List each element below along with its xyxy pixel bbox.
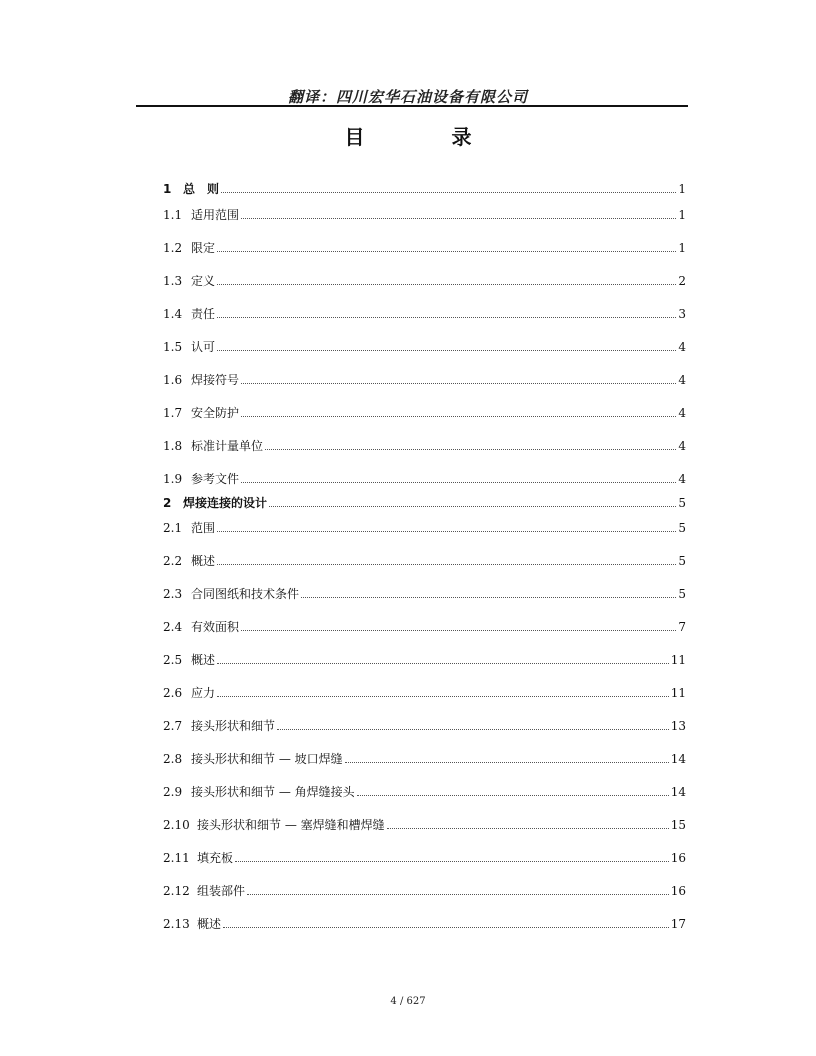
toc-entry-page: 16 xyxy=(670,884,686,898)
toc-entry-title: 定义 xyxy=(191,274,216,288)
dot-leader xyxy=(241,382,676,384)
dot-leader xyxy=(241,629,676,631)
toc-entry-page: 14 xyxy=(670,785,686,799)
dot-leader xyxy=(217,530,676,532)
toc-entry[interactable] xyxy=(163,519,686,535)
toc-entry-title: 参考文件 xyxy=(191,472,240,486)
toc-entry-page: 2 xyxy=(678,274,686,288)
dot-leader xyxy=(217,250,676,252)
toc-entry-page: 5 xyxy=(678,554,686,568)
toc-entry-number: 1.2 xyxy=(163,241,183,255)
dot-leader xyxy=(241,217,676,219)
toc-entry[interactable] xyxy=(163,816,686,832)
toc-entry-number: 2.1 xyxy=(163,521,183,535)
page-number: 4 / 627 xyxy=(390,996,426,1007)
toc-entry[interactable] xyxy=(163,717,686,733)
toc-entry[interactable] xyxy=(163,915,686,931)
toc-entry[interactable] xyxy=(163,272,686,288)
toc-entry-title: 接头形状和细节 xyxy=(191,719,276,733)
dot-leader xyxy=(217,349,676,351)
toc-entry[interactable] xyxy=(163,371,686,387)
toc-entry-page: 1 xyxy=(678,208,686,222)
toc-entry[interactable] xyxy=(163,404,686,420)
toc-entry-number: 2.4 xyxy=(163,620,183,634)
toc-entry-title: 总 则 xyxy=(183,182,220,196)
toc-entry-title: 责任 xyxy=(191,307,216,321)
toc-entry-page: 15 xyxy=(670,818,686,832)
toc-entry-number: 1.1 xyxy=(163,208,183,222)
toc-entry-title: 接头形状和细节 — 坡口焊缝 xyxy=(191,752,343,766)
toc-entry-number: 1.3 xyxy=(163,274,183,288)
toc-entry[interactable] xyxy=(163,180,686,196)
toc-entry-page: 5 xyxy=(678,587,686,601)
toc-entry-title: 组装部件 xyxy=(197,884,246,898)
toc-entry[interactable] xyxy=(163,585,686,601)
toc-entry-number: 2.13 xyxy=(163,917,190,931)
toc-entry-title: 焊接连接的设计 xyxy=(183,496,268,510)
toc-entry[interactable] xyxy=(163,437,686,453)
toc-entry-page: 4 xyxy=(678,439,686,453)
toc-entry[interactable] xyxy=(163,305,686,321)
toc-entry-title: 限定 xyxy=(191,241,216,255)
toc-entry-page: 4 xyxy=(678,373,686,387)
dot-leader xyxy=(269,505,676,507)
toc-entry-title: 应力 xyxy=(191,686,216,700)
toc-entry-number: 2.11 xyxy=(163,851,190,865)
dot-leader xyxy=(345,761,669,763)
toc-entry-number: 1.5 xyxy=(163,340,183,354)
toc-entry-number: 2.7 xyxy=(163,719,183,733)
toc-entry-title: 概述 xyxy=(197,917,222,931)
toc-entry-number: 2.10 xyxy=(163,818,190,832)
toc-entry-number: 1 xyxy=(163,182,172,196)
dot-leader xyxy=(301,596,676,598)
toc-entry[interactable] xyxy=(163,239,686,255)
toc-entry-number: 2.8 xyxy=(163,752,183,766)
toc-entry-number: 2.12 xyxy=(163,884,190,898)
toc-entry-page: 5 xyxy=(678,496,686,510)
dot-leader xyxy=(217,563,676,565)
dot-leader xyxy=(241,481,676,483)
toc-entry-number: 2 xyxy=(163,496,172,510)
toc-entry[interactable] xyxy=(163,651,686,667)
dot-leader xyxy=(387,827,669,829)
dot-leader xyxy=(357,794,669,796)
dot-leader xyxy=(235,860,669,862)
toc-entry-page: 13 xyxy=(670,719,686,733)
toc-entry-number: 1.7 xyxy=(163,406,183,420)
dot-leader xyxy=(265,448,676,450)
toc-entry-page: 1 xyxy=(678,182,686,196)
toc-entry[interactable] xyxy=(163,618,686,634)
toc-entry-page: 11 xyxy=(670,653,686,667)
dot-leader xyxy=(277,728,669,730)
dot-leader xyxy=(217,695,669,697)
toc-entry-title: 接头形状和细节 — 角焊缝接头 xyxy=(191,785,355,799)
toc-entry[interactable] xyxy=(163,849,686,865)
toc-entry-number: 1.8 xyxy=(163,439,183,453)
toc-entry-title: 填充板 xyxy=(197,851,234,865)
toc-entry[interactable] xyxy=(163,470,686,486)
toc-entry-title: 标准计量单位 xyxy=(191,439,264,453)
toc-entry-number: 2.6 xyxy=(163,686,183,700)
toc-entry[interactable] xyxy=(163,206,686,222)
dot-leader xyxy=(221,191,676,193)
toc-entry-number: 1.6 xyxy=(163,373,183,387)
toc-entry-page: 4 xyxy=(678,340,686,354)
dot-leader xyxy=(217,316,676,318)
dot-leader xyxy=(223,926,669,928)
toc-entry-page: 16 xyxy=(670,851,686,865)
toc-entry[interactable] xyxy=(163,783,686,799)
toc-entry-number: 1.9 xyxy=(163,472,183,486)
toc-entry-number: 2.3 xyxy=(163,587,183,601)
toc-entry-page: 7 xyxy=(678,620,686,634)
dot-leader xyxy=(217,662,669,664)
toc-entry[interactable] xyxy=(163,494,686,510)
toc-entry-page: 3 xyxy=(678,307,686,321)
toc-entry-page: 14 xyxy=(670,752,686,766)
toc-entry[interactable] xyxy=(163,552,686,568)
toc-entry-number: 2.2 xyxy=(163,554,183,568)
toc-entry[interactable] xyxy=(163,338,686,354)
toc-entry-title: 认可 xyxy=(191,340,216,354)
toc-entry-title: 安全防护 xyxy=(191,406,240,420)
page-title: 目 录 xyxy=(344,125,512,149)
toc-entry-title: 概述 xyxy=(191,653,216,667)
toc-entry-number: 2.9 xyxy=(163,785,183,799)
toc-entry-page: 11 xyxy=(670,686,686,700)
toc-entry-page: 1 xyxy=(678,241,686,255)
toc-entry[interactable] xyxy=(163,684,686,700)
toc-entry-title: 焊接符号 xyxy=(191,373,240,387)
toc-entry[interactable] xyxy=(163,882,686,898)
toc-entry-page: 17 xyxy=(670,917,686,931)
document-header: 翻译：四川宏华石油设备有限公司 xyxy=(287,88,528,106)
toc-entry-title: 合同图纸和技术条件 xyxy=(191,587,300,601)
toc-entry-title: 概述 xyxy=(191,554,216,568)
dot-leader xyxy=(241,415,676,417)
toc-entry-title: 适用范围 xyxy=(191,208,240,222)
toc-entry-page: 4 xyxy=(678,472,686,486)
toc-entry-page: 4 xyxy=(678,406,686,420)
dot-leader xyxy=(217,283,676,285)
toc-entry-number: 1.4 xyxy=(163,307,183,321)
dot-leader xyxy=(247,893,669,895)
toc-entry-number: 2.5 xyxy=(163,653,183,667)
toc-entry[interactable] xyxy=(163,750,686,766)
toc-entry-title: 接头形状和细节 — 塞焊缝和槽焊缝 xyxy=(197,818,385,832)
toc-entry-title: 范围 xyxy=(191,521,216,535)
toc-entry-title: 有效面积 xyxy=(191,620,240,634)
toc-entry-page: 5 xyxy=(678,521,686,535)
